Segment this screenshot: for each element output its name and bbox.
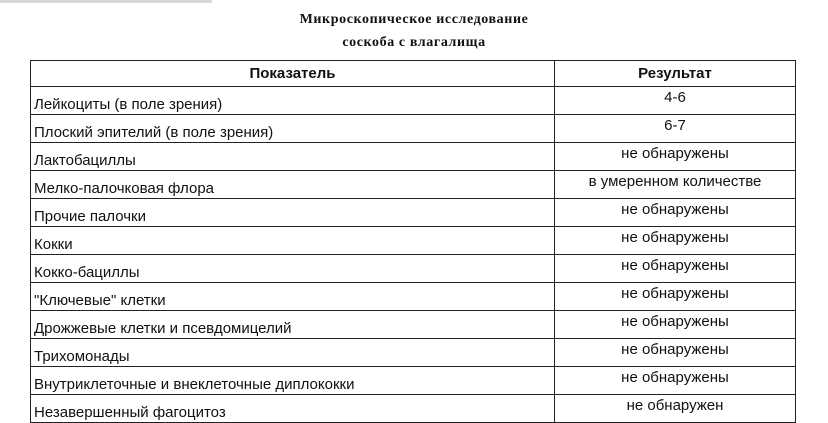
- row-result: не обнаружены: [555, 311, 796, 339]
- report-title-line-1: Микроскопическое исследование: [299, 12, 529, 27]
- table-row: [31, 367, 796, 395]
- row-parameter: Трихомонады: [31, 339, 555, 367]
- row-parameter: Дрожжевые клетки и псевдомицелий: [31, 311, 555, 339]
- row-result: 6-7: [555, 115, 796, 143]
- header-parameter: Показатель: [31, 61, 555, 87]
- top-edge-mark: [0, 0, 212, 3]
- row-result: 4-6: [555, 87, 796, 115]
- table-row: [31, 283, 796, 311]
- row-result: не обнаружены: [555, 143, 796, 171]
- row-parameter: Кокки: [31, 227, 555, 255]
- table-row: [31, 115, 796, 143]
- table-row: [31, 395, 796, 423]
- row-result: не обнаружены: [555, 199, 796, 227]
- row-parameter: Кокко-бациллы: [31, 255, 555, 283]
- header-result: Результат: [555, 61, 796, 87]
- row-parameter: Мелко-палочковая флора: [31, 171, 555, 199]
- table-row: [31, 199, 796, 227]
- table-row: [31, 311, 796, 339]
- table-row: [31, 143, 796, 171]
- report-title-line-2: соскоба с влагалища: [342, 35, 486, 50]
- row-result: не обнаружены: [555, 367, 796, 395]
- row-parameter: Плоский эпителий (в поле зрения): [31, 115, 555, 143]
- row-parameter: Прочие палочки: [31, 199, 555, 227]
- row-result: в умеренном количестве: [555, 171, 796, 199]
- table-row: [31, 227, 796, 255]
- row-result: не обнаружены: [555, 339, 796, 367]
- row-result: не обнаружены: [555, 283, 796, 311]
- table-row: [31, 339, 796, 367]
- row-parameter: "Ключевые" клетки: [31, 283, 555, 311]
- table-row: [31, 255, 796, 283]
- table-row: [31, 171, 796, 199]
- results-table: [30, 60, 796, 423]
- row-parameter: Внутриклеточные и внеклеточные диплококки: [31, 367, 555, 395]
- table-row: [31, 87, 796, 115]
- row-result: не обнаружен: [555, 395, 796, 423]
- row-result: не обнаружены: [555, 227, 796, 255]
- row-parameter: Лейкоциты (в поле зрения): [31, 87, 555, 115]
- table-header-row: [31, 61, 796, 87]
- row-parameter: Лактобациллы: [31, 143, 555, 171]
- row-parameter: Незавершенный фагоцитоз: [31, 395, 555, 423]
- row-result: не обнаружены: [555, 255, 796, 283]
